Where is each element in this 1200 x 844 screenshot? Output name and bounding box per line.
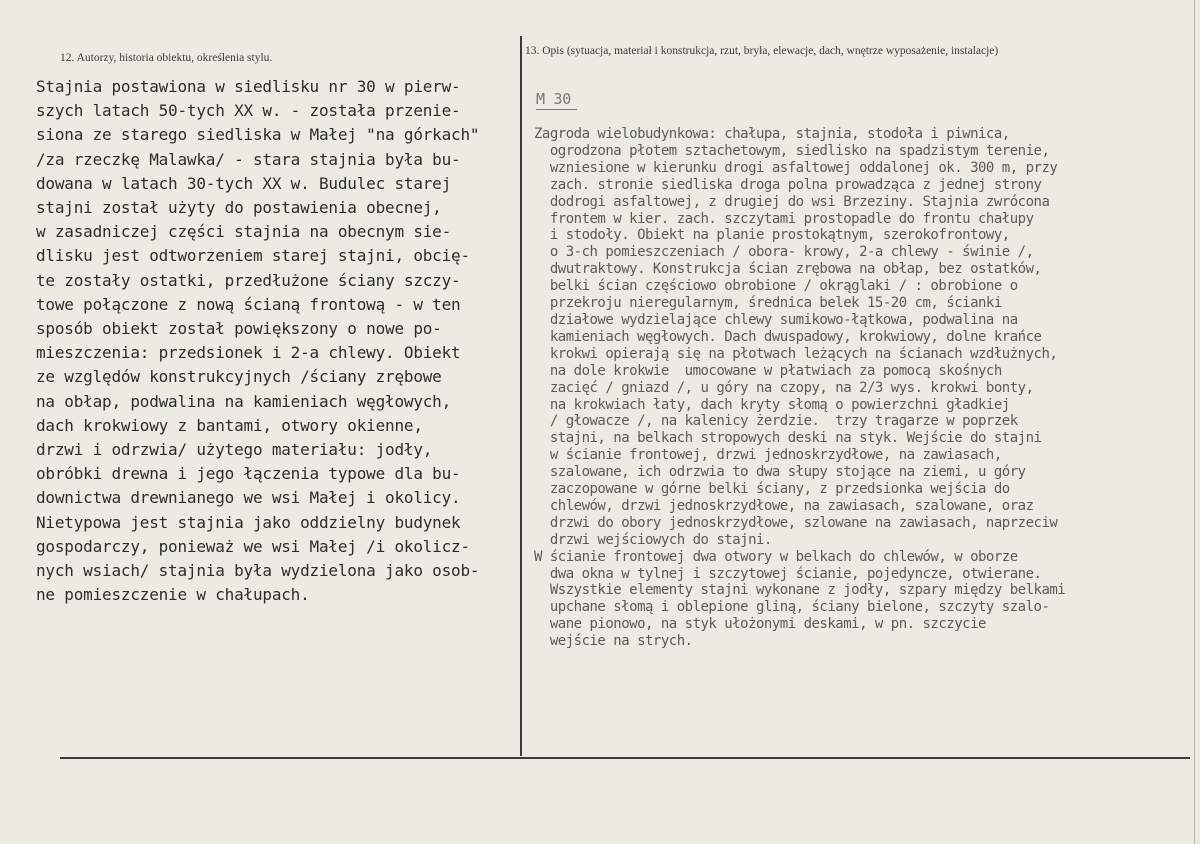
text-line: na dole krokwie umocowane w płatwiach za pomocą skośnych xyxy=(534,362,1002,379)
bottom-rule xyxy=(60,757,1190,759)
text-line: drzwi wejściowych do stajni. xyxy=(534,531,772,548)
text-line: chlewów, drzwi jednoskrzydłowe, na zawiasach, szalowane, oraz xyxy=(534,497,1034,514)
text-line: wzniesione w kierunku drogi asfaltowej oddalonej ok. 300 m, przy xyxy=(534,159,1058,176)
text-line: te zostały ostatki, przedłużone ściany szczy- xyxy=(36,270,461,290)
history-text-column xyxy=(36,75,522,607)
text-line: dodrogi asfaltowej, z drugiej do wsi Brzeziny. Stajnia zwrócona xyxy=(534,193,1050,210)
text-line: Wszystkie elementy stajni wykonane z jodły, szpary między belkami xyxy=(534,582,1066,599)
text-line: zach. stronie siedliska droga polna prowadząca z jednej strony xyxy=(534,176,1042,193)
text-line: na krokwiach łaty, dach kryty słomą o powierzchni gładkiej xyxy=(534,396,1010,413)
text-line: drzwi i odrzwia/ użytego materiału: jodły, xyxy=(36,440,433,460)
text-line: / głowacze /, na kalenicy żerdzie. trzy tragarze w poprzek xyxy=(534,413,1018,430)
text-line: dwutraktowy. Konstrukcja ścian zrębowa na obłap, bez ostatków, xyxy=(534,261,1042,278)
text-line: kamieniach węgłowych. Dach dwuspadowy, krokwiowy, dolne krańce xyxy=(534,328,1042,345)
text-line: /za rzeczkę Malawka/ - stara stajnia była bu- xyxy=(36,149,461,169)
text-line: w ścianie frontowej, drzwi jednoskrzydłowe, na zawiasach, xyxy=(534,447,1002,464)
text-line: mieszczenia: przedsionek i 2-a chlewy. Obiekt xyxy=(36,343,461,363)
text-line: działowe wydzielające chlewy sumikowo-łątkowa, podwalina na xyxy=(534,311,1018,328)
text-line: stajni, na belkach stropowych deski na styk. Wejście do stajni xyxy=(534,430,1042,447)
text-line: szalowane, ich odrzwia to dwa słupy stojące na ziemi, u góry xyxy=(534,464,1026,481)
text-line: zaczopowane w górne belki ściany, z przedsionka wejścia do xyxy=(534,481,1010,498)
text-line: wejście na strych. xyxy=(534,633,693,650)
text-line: downictwa drewnianego we wsi Małej i okolicy. xyxy=(36,488,461,508)
text-line: w zasadniczej części stajnia na obecnym sie- xyxy=(36,222,452,242)
object-mark: M 30 xyxy=(536,90,577,110)
text-line: W ścianie frontowej dwa otwory w belkach do chlewów, w oborze xyxy=(534,548,1018,565)
page-edge xyxy=(1194,0,1195,844)
text-line: drzwi do obory jednoskrzydłowe, szlowane na zawiasach, naprzeciw xyxy=(534,514,1058,531)
text-line: belki ścian częściowo obrobione / okrąglaki / : obrobione o xyxy=(534,278,1018,295)
text-line: stajni został użyty do postawienia obecnej, xyxy=(36,198,442,218)
text-line: przekroju nieregularnym, średnica belek 15-20 cm, ścianki xyxy=(534,295,1002,312)
text-line: Zagroda wielobudynkowa: chałupa, stajnia, stodoła i piwnica, xyxy=(534,126,1010,142)
text-line: towe połączone z nową ścianą frontową - w ten xyxy=(36,294,461,314)
description-text-column xyxy=(534,126,1192,650)
text-line: Nietypowa jest stajnia jako oddzielny budynek xyxy=(36,512,461,532)
text-line: zacięć / gniazd /, u góry na czopy, na 2/3 wys. krokwi bonty, xyxy=(534,379,1034,396)
text-line: gospodarczy, ponieważ we wsi Małej /i okolicz- xyxy=(36,536,470,556)
text-line: dach krokwiowy z bantami, otwory okienne, xyxy=(36,415,423,435)
section-13-header: 13. Opis (sytuacja, materiał i konstrukcja, rzut, bryła, elewacje, dach, wnętrze wyposażenie, instalacje) xyxy=(525,45,999,57)
text-line: ze względów konstrukcyjnych /ściany zrębowe xyxy=(36,367,442,387)
section-12-header: 12. Autorzy, historia obiektu, określenia stylu. xyxy=(60,52,273,64)
text-line: sposób obiekt został powiększony o nowe po- xyxy=(36,319,442,339)
text-line: frontem w kier. zach. szczytami prostopadle do frontu chałupy xyxy=(534,210,1034,227)
text-line: dwa okna w tylnej i szczytowej ścianie, pojedyncze, otwierane. xyxy=(534,565,1042,582)
text-line: Stajnia postawiona w siedlisku nr 30 w pierw- xyxy=(36,77,461,96)
text-line: szych latach 50-tych XX w. - została przenie- xyxy=(36,101,461,121)
text-line: dlisku jest odtworzeniem starej stajni, obcię- xyxy=(36,246,470,266)
text-line: obróbki drewna i jego łączenia typowe dla bu- xyxy=(36,464,461,484)
text-line: upchane słomą i oblepione gliną, ściany bielone, szczyty szalo- xyxy=(534,599,1050,616)
text-line: ogrodzona płotem sztachetowym, siedlisko na spadzistym terenie, xyxy=(534,142,1050,159)
text-line: wane pionowo, na styk ułożonymi deskami, w pn. szczycie xyxy=(534,616,986,633)
text-line: na obłap, podwalina na kamieniach węgłowych, xyxy=(36,391,452,411)
text-line: o 3-ch pomieszczeniach / obora- krowy, 2-a chlewy - świnie /, xyxy=(534,244,1034,261)
text-line: krokwi opierają się na płotwach leżących na ścianach wzdłużnych, xyxy=(534,345,1058,362)
text-line: ne pomieszczenie w chałupach. xyxy=(36,585,310,605)
text-line: siona ze starego siedliska w Małej "na górkach" xyxy=(36,125,480,145)
text-line: nych wsiach/ stajnia była wydzielona jako osob- xyxy=(36,561,480,581)
text-line: dowana w latach 30-tych XX w. Budulec starej xyxy=(36,173,452,193)
text-line: i stodoły. Obiekt na planie prostokątnym, szerokofrontowy, xyxy=(534,227,1010,244)
